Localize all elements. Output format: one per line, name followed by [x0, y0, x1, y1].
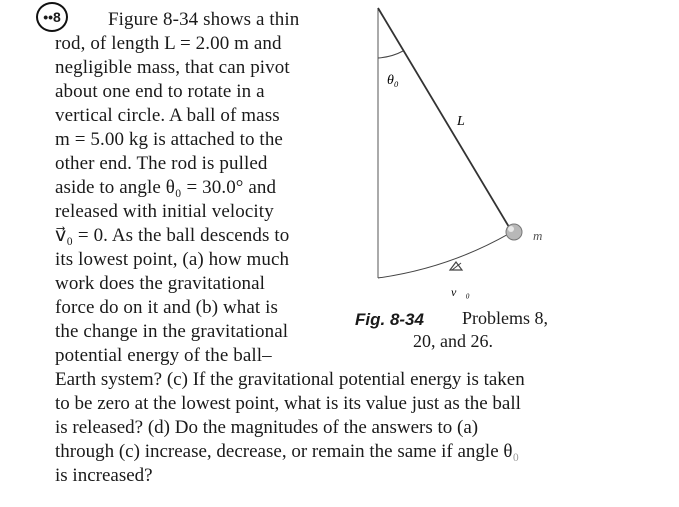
length-label: L [457, 114, 465, 129]
angle-arc [378, 51, 403, 58]
problem-wide-line-4-text: through (c) increase, decrease, or remain the same if angle θ [55, 441, 513, 462]
problem-wide-line-2: to be zero at the lowest point, what is its value just as the ball [55, 393, 521, 414]
velocity-label: v⃗₀ [451, 285, 470, 299]
problem-line-6: m = 5.00 kg is attached to the [55, 129, 283, 150]
problem-final-line: is increased? [55, 465, 153, 486]
figure-caption-text-2: 20, and 26. [413, 331, 493, 351]
figure-caption-text-1: Problems 8, [462, 308, 549, 328]
angle-label: θ₀ [387, 73, 399, 88]
problem-line-7: other end. The rod is pulled [55, 153, 268, 174]
problem-line-11: its lowest point, (a) how much [55, 249, 290, 270]
figure-caption-label: Fig. 8-34 [355, 310, 424, 329]
rod-line [378, 8, 512, 232]
problem-line-14: the change in the gravitational [55, 321, 289, 342]
problem-line-12: work does the gravitational [55, 273, 266, 294]
problem-line-9: released with initial velocity [55, 201, 274, 222]
problem-line-2: rod, of length L = 2.00 m and [55, 33, 282, 54]
ball-highlight [508, 226, 514, 232]
swing-arc [378, 232, 512, 278]
problem-line-1: Figure 8-34 shows a thin [108, 9, 300, 30]
problem-line-13: force do on it and (b) what is [55, 297, 279, 318]
problem-line-8: aside to angle θ₀ = 30.0° and [55, 177, 277, 198]
problem-line-10: v⃗₀ = 0. As the ball descends to [55, 225, 290, 246]
problem-wide-line-3: is released? (d) Do the magnitudes of the answers to (a) [55, 417, 479, 438]
problem-line-15: potential energy of the ball– [55, 345, 272, 366]
problem-line-5: vertical circle. A ball of mass [55, 105, 280, 126]
ball [506, 224, 522, 240]
problem-line-4: about one end to rotate in a [55, 81, 265, 102]
faded-subscript: ₀ [512, 441, 520, 462]
problem-wide-line-1: Earth system? (c) If the gravitational potential energy is taken [55, 369, 525, 390]
problem-number-badge: ••8 [36, 2, 68, 32]
problem-line-3: negligible mass, that can pivot [55, 57, 290, 78]
mass-label: m [533, 228, 543, 243]
